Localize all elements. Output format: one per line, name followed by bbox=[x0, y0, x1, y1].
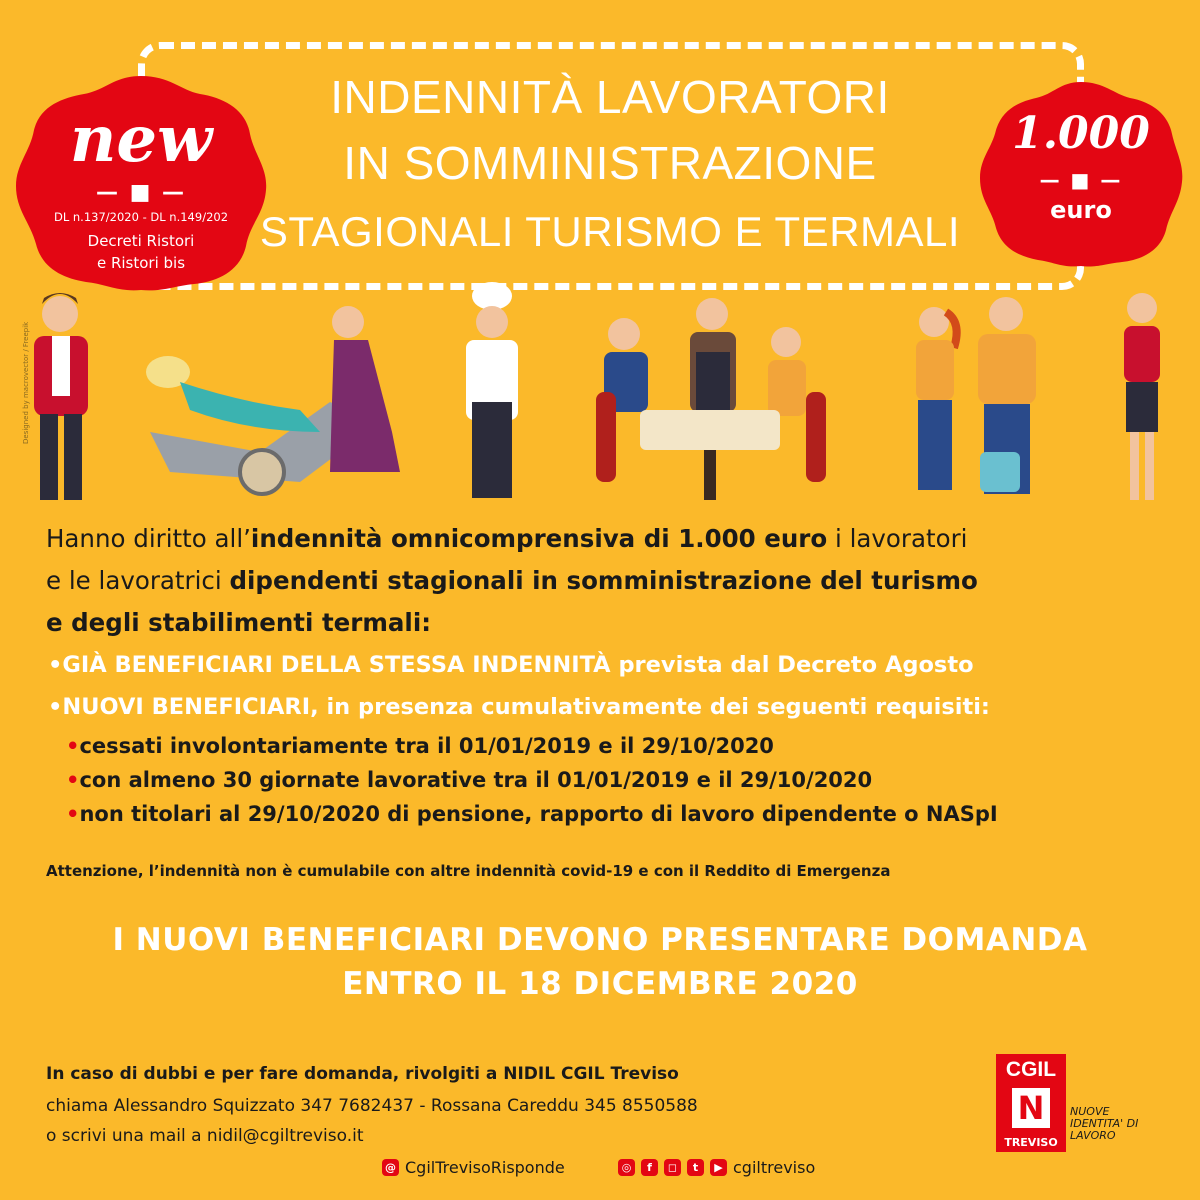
requirement-item: •cessati involontariamente tra il 01/01/2019 e il 29/10/2020 bbox=[66, 734, 774, 758]
intro-line-3: e degli stabilimenti termali: bbox=[46, 608, 432, 637]
social-links[interactable]: ◎ f ◻ t ▶ cgiltreviso bbox=[618, 1158, 815, 1177]
contact-phones: chiama Alessandro Squizzato 347 7682437 - Rossana Careddu 345 8550588 bbox=[46, 1096, 698, 1116]
cleaners-figure bbox=[916, 297, 1036, 494]
intro-line-2: e le lavoratrici dipendenti stagionali in somministrazione del turismo bbox=[46, 566, 978, 595]
new-divider: — ■ — bbox=[95, 180, 187, 205]
decree-label-2: e Ristori bis bbox=[96, 254, 186, 272]
at-icon: @ bbox=[382, 1159, 399, 1176]
title-line-3: STAGIONALI TURISMO E TERMALI bbox=[259, 208, 961, 255]
bullet-dot-icon: • bbox=[48, 652, 63, 678]
deadline-line-2: ENTRO IL 18 DICEMBRE 2020 bbox=[342, 966, 858, 1002]
deadline-line-1: I NUOVI BENEFICIARI DEVONO PRESENTARE DOMANDA bbox=[112, 922, 1088, 958]
decree-numbers: DL n.137/2020 - DL n.149/202 bbox=[53, 210, 229, 224]
illustration-credit: Designed by macrovector / Freepik bbox=[22, 321, 30, 444]
intro-highlight-workers: dipendenti stagionali in somministrazione del turismo bbox=[229, 566, 978, 595]
amount-currency: euro bbox=[1050, 196, 1112, 224]
nidil-logo-text: NUOVE IDENTITA' DI LAVORO bbox=[1070, 1105, 1139, 1142]
workers-illustration bbox=[0, 282, 1200, 512]
waitress-figure bbox=[1124, 293, 1160, 500]
facebook-icon[interactable]: f bbox=[641, 1159, 658, 1176]
logo-city: TREVISO bbox=[1004, 1136, 1058, 1149]
title-line-2: IN SOMMINISTRAZIONE bbox=[343, 137, 877, 189]
social-risponde[interactable]: @ CgilTrevisoRisponde bbox=[382, 1158, 565, 1177]
intro-highlight-amount: indennità omnicomprensiva di 1.000 euro bbox=[250, 524, 828, 553]
red-bullet-icon: • bbox=[66, 802, 80, 826]
logo-cgil-text: CGIL bbox=[1005, 1058, 1057, 1081]
logo-n-mark: N bbox=[1012, 1088, 1050, 1128]
bullet-existing-beneficiaries: •GIÀ BENEFICIARI DELLA STESSA INDENNITÀ prevista dal Decreto Agosto bbox=[48, 652, 974, 678]
instagram-icon[interactable]: ◻ bbox=[664, 1159, 681, 1176]
restaurant-scene bbox=[596, 298, 826, 500]
amount-value: 1.000 bbox=[1012, 108, 1150, 159]
chef-figure bbox=[466, 282, 518, 498]
contact-email[interactable]: o scrivi una mail a nidil@cgiltreviso.it bbox=[46, 1126, 364, 1146]
new-word: new bbox=[69, 102, 213, 177]
amount-divider: — ■ — bbox=[1039, 168, 1123, 192]
cgil-logo bbox=[996, 1054, 1066, 1152]
waiter-figure bbox=[34, 293, 88, 500]
red-bullet-icon: • bbox=[66, 734, 80, 758]
web-icon[interactable]: ◎ bbox=[618, 1159, 635, 1176]
red-bullet-icon: • bbox=[66, 768, 80, 792]
contact-heading: In caso di dubbi e per fare domanda, rivolgiti a NIDIL CGIL Treviso bbox=[46, 1064, 679, 1084]
requirement-item: •con almeno 30 giornate lavorative tra il 01/01/2019 e il 29/10/2020 bbox=[66, 768, 873, 792]
attention-note: Attenzione, l’indennità non è cumulabile con altre indennità covid-19 e con il Reddito di Emergenza bbox=[46, 862, 891, 880]
bullet-dot-icon: • bbox=[48, 694, 63, 720]
intro-line-1: Hanno diritto all’indennità omnicomprensiva di 1.000 euro i lavoratori bbox=[46, 524, 968, 553]
twitter-icon[interactable]: t bbox=[687, 1159, 704, 1176]
spa-scene bbox=[146, 306, 400, 494]
youtube-icon[interactable]: ▶ bbox=[710, 1159, 727, 1176]
decree-label-1: Decreti Ristori bbox=[87, 232, 195, 250]
bullet-new-beneficiaries: •NUOVI BENEFICIARI, in presenza cumulativamente dei seguenti requisiti: bbox=[48, 694, 990, 720]
title-line-1: INDENNITÀ LAVORATORI bbox=[330, 71, 890, 123]
new-badge bbox=[10, 72, 272, 292]
amount-badge bbox=[976, 78, 1186, 270]
requirement-item: •non titolari al 29/10/2020 di pensione, rapporto di lavoro dipendente o NASpI bbox=[66, 802, 998, 826]
